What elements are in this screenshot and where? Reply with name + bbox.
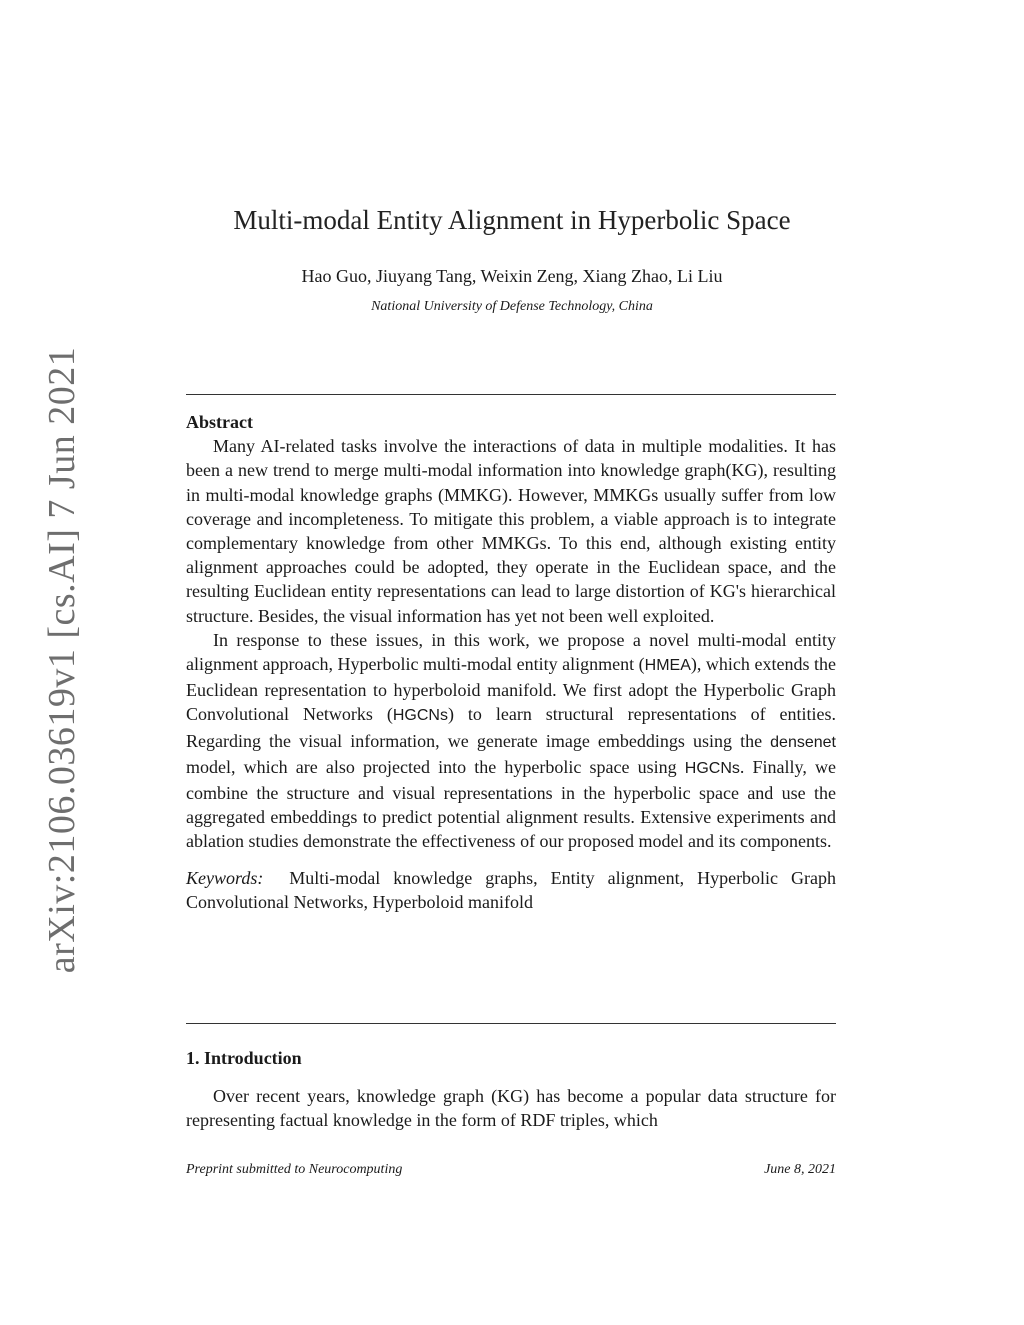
keywords-label: Keywords:: [186, 867, 264, 888]
paper-title: Multi-modal Entity Alignment in Hyperbolic Space: [233, 205, 791, 235]
abstract-paragraph-2: [186, 628, 836, 854]
abstract-paragraph-1: Many AI-related tasks involve the interactions of data in multiple modalities. It has been a new trend to merge multi-modal information into knowledge graph(KG), resulting in multi-modal knowledge graphs (MMKG). However, MMKGs usually suffer from low coverage and incompleteness. To mitigate this problem, a viable approach is to integrate complementary knowledge from other MMKGs. To this end, although existing entity alignment approaches could be adopted, they operate in the Euclidean space, and the resulting Euclidean entity representations can lead to large distortion of KG's hierarchical structure. Besides, the visual information has yet not been well exploited.: [186, 436, 836, 626]
footer-date: June 8, 2021: [764, 1162, 836, 1177]
introduction-section: [186, 1046, 836, 1133]
abstract-p2-text-e: . Finally, we combine the structure and visual representations in the hyperbolic space and use the aggregated embeddings to predict potential alignment results. Extensive experiments and ablation studies demonstrate the effectiveness of our proposed model and its components.: [186, 756, 836, 852]
keywords-text: Multi-modal knowledge graphs, Entity alignment, Hyperbolic Graph Convolutional Networks, Hyperboloid manifold: [186, 867, 837, 912]
hgcns-term: HGCNs: [684, 759, 740, 777]
footer-submission-note: Preprint submitted to Neurocomputing: [186, 1162, 403, 1177]
arxiv-watermark: arXiv:2106.03619v1 [cs.AI] 7 Jun 2021: [41, 346, 83, 974]
affiliation: National University of Defense Technology, China: [371, 299, 653, 314]
author-list: Hao Guo, Jiuyang Tang, Weixin Zeng, Xiang Zhao, Li Liu: [301, 266, 723, 286]
introduction-paragraph-1: Over recent years, knowledge graph (KG) has become a popular data structure for representing factual knowledge in the form of RDF triples, which: [186, 1086, 836, 1131]
keywords: [186, 866, 836, 914]
hmea-term: HMEA: [644, 657, 691, 675]
abstract-p2-text-a: In response to these issues, in this work, we propose a novel multi-modal entity alignment approach, Hyperbolic multi-modal entity alignment (: [186, 629, 836, 675]
abstract-p2-text-c: ) to learn structural representations of entities. Regarding the visual information, we generate image embeddings using the: [186, 704, 836, 751]
abstract-p2-text-b: ), which extends the Euclidean representation to hyperboloid manifold. We first adopt the Hyperbolic Graph Convolutional Networks (: [186, 654, 836, 725]
densenet-term: densenet: [770, 733, 836, 751]
abstract-section: [186, 410, 836, 914]
abstract-bottom-rule: [186, 1023, 836, 1024]
hgcns-term: HGCNs: [392, 707, 448, 725]
introduction-heading: 1. Introduction: [186, 1048, 302, 1068]
abstract-heading: Abstract: [186, 412, 253, 432]
abstract-top-rule: [186, 394, 836, 395]
abstract-p2-text-d: model, which are also projected into the hyperbolic space using: [186, 756, 685, 777]
